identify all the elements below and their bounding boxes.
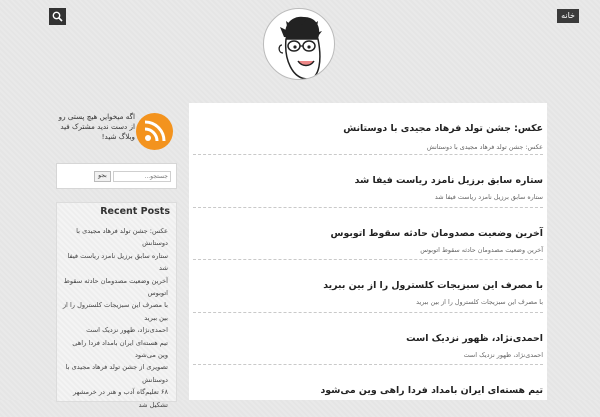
recent-post-link[interactable]: ستاره سابق برزیل نامزد ریاست فیفا شد [67, 251, 168, 273]
post-item [193, 260, 543, 312]
recent-post-link[interactable]: تیم هسته‌ای ایران بامداد فردا راهی وین می‌شود [72, 338, 168, 360]
search-button[interactable] [49, 8, 66, 25]
main-content [189, 103, 547, 400]
post-excerpt: آخرین وضعیت مصدومان حادثه سقوط اتوبوس [420, 245, 543, 254]
post-title[interactable]: آخرین وضعیت مصدومان حادثه سقوط اتوبوس [330, 227, 543, 239]
recent-post-link[interactable]: ۶۸ تعلیم‌گاه آدب و هنر در خرمشهر تشکیل شد [72, 388, 168, 409]
post-title[interactable]: تیم هسته‌ای ایران بامداد فردا راهی وین می‌شود [320, 384, 543, 396]
rss-subscribe-text: اگه میخوایں هیچ پستی رو از دست ندید مشترک فید وبلاگ شید! [58, 112, 135, 141]
post-item [193, 208, 543, 260]
search-icon [52, 11, 63, 22]
recent-post-link[interactable]: با مصرف این سبزیجات کلسترول را از بین ببرید [62, 301, 168, 322]
recent-post-link[interactable]: احمدی‌نژاد، ظهور نزدیک است [86, 326, 168, 335]
sidebar-search-button[interactable]: بجو [94, 171, 111, 182]
post-title[interactable]: ستاره سابق برزیل نامزد ریاست فیفا شد [354, 175, 543, 187]
post-item [193, 365, 543, 417]
post-excerpt: ستاره سابق برزیل نامزد ریاست فیفا شد [434, 193, 543, 202]
post-excerpt: با مصرف این سبزیجات کلسترول را از بین ببرید [416, 298, 543, 307]
sidebar-search-input[interactable] [113, 171, 171, 182]
recent-post-link[interactable]: آخرین وضعیت مصدومان حادثه سقوط اتوبوس [63, 276, 168, 298]
recent-posts-list [62, 225, 168, 411]
recent-posts-widget [56, 202, 177, 409]
recent-post-link[interactable]: تصویری از جشن تولد فرهاد مجیدی با دوستانش [65, 363, 168, 384]
nav-home-link[interactable]: خانه [557, 9, 579, 23]
rss-icon[interactable] [136, 113, 173, 150]
recent-post-link[interactable]: عکس: جشن تولد فرهاد مجیدی با دوستانش [76, 227, 168, 248]
recent-posts-title: Recent Posts [100, 206, 170, 217]
site-logo-avatar[interactable] [263, 8, 335, 80]
rss-widget [56, 106, 180, 156]
post-title[interactable]: با مصرف این سبزیجات کلسترول را از بین ببرید [323, 280, 543, 292]
post-title[interactable]: احمدی‌نژاد، ظهور نزدیک است [406, 332, 543, 344]
post-excerpt: احمدی‌نژاد، ظهور نزدیک است [463, 350, 543, 359]
post-item [193, 103, 543, 155]
post-title[interactable]: عکس: جشن تولد فرهاد مجیدی با دوستانش [343, 123, 543, 134]
post-excerpt: عکس: جشن تولد فرهاد مجیدی با دوستانش [426, 143, 543, 151]
post-item [193, 313, 543, 365]
cartoon-face-icon [264, 9, 335, 80]
sidebar [56, 106, 180, 409]
post-item [193, 155, 543, 207]
sidebar-search-widget [56, 163, 177, 189]
